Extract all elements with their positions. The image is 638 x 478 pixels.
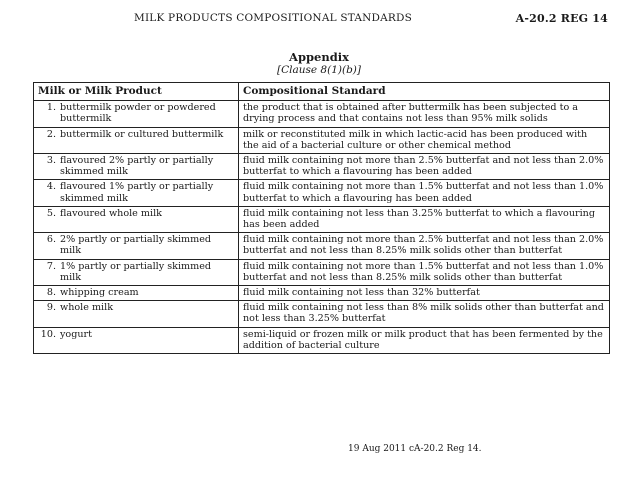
row-number: 9. (46, 302, 56, 314)
table-row (34, 206, 610, 232)
standard-cell: milk or reconstituted milk in which lactic-acid has been produced with the aid of a bacterial culture or other chemical method (239, 127, 610, 153)
standard-cell: fluid milk containing not more than 2.5% butterfat and not less than 2.0% butterfat to which a flavouring has been added (239, 154, 610, 180)
row-number: 4. (46, 181, 56, 193)
column-header-product: Milk or Milk Product (34, 83, 239, 101)
table-header-row (34, 83, 610, 101)
column-header-standard: Compositional Standard (239, 83, 610, 101)
row-number: 1. (46, 102, 56, 114)
row-number: 2. (46, 128, 56, 140)
product-name: 2% partly or partially skimmed milk (60, 234, 212, 257)
product-name: 1% partly or partially skimmed milk (60, 260, 212, 283)
table-row (34, 286, 610, 301)
product-name: flavoured whole milk (60, 207, 162, 219)
table-row (34, 327, 610, 353)
standard-cell: semi-liquid or frozen milk or milk product that has been fermented by the addition of bacterial culture (239, 327, 610, 353)
product-name: flavoured 1% partly or partially skimmed milk (60, 181, 214, 204)
product-name: buttermilk or cultured buttermilk (60, 128, 224, 140)
table-row (34, 301, 610, 327)
product-cell (34, 206, 239, 232)
table-row (34, 259, 610, 285)
row-number: 7. (46, 260, 56, 272)
table-row (34, 101, 610, 127)
appendix-clause: [Clause 8(1)(b)] (276, 64, 361, 76)
product-cell (34, 259, 239, 285)
standard-cell: fluid milk containing not more than 2.5% butterfat and not less than 2.0% butterfat and not less than 8.25% milk solids other than butterfat (239, 233, 610, 259)
table-row (34, 154, 610, 180)
row-number: 6. (46, 234, 56, 246)
document-title: MILK PRODUCTS COMPOSITIONAL STANDARDS (134, 12, 413, 24)
product-name: whole milk (60, 302, 114, 314)
product-cell (34, 127, 239, 153)
regulation-reference: A-20.2 REG 14 (515, 12, 608, 25)
product-cell (34, 327, 239, 353)
product-cell (34, 301, 239, 327)
product-cell (34, 233, 239, 259)
appendix-title: Appendix (289, 50, 349, 64)
footer-citation: 19 Aug 2011 cA-20.2 Reg 14. (348, 444, 482, 454)
table-row (34, 180, 610, 206)
product-name: buttermilk powder or powdered buttermilk (60, 102, 216, 125)
standard-cell: the product that is obtained after buttermilk has been subjected to a drying process and that contains not less than 95% milk solids (239, 101, 610, 127)
table-row (34, 233, 610, 259)
row-number: 10. (40, 328, 56, 340)
product-name: yogurt (60, 328, 92, 340)
standard-cell: fluid milk containing not less than 32% butterfat (239, 286, 610, 301)
product-cell (34, 286, 239, 301)
page-header (134, 12, 614, 28)
product-name: whipping cream (60, 287, 139, 299)
row-number: 8. (46, 287, 56, 299)
row-number: 5. (46, 207, 56, 219)
product-cell (34, 180, 239, 206)
row-number: 3. (46, 155, 56, 167)
standard-cell: fluid milk containing not less than 8% milk solids other than butterfat and not less than 3.25% butterfat (239, 301, 610, 327)
table-row (34, 127, 610, 153)
product-cell (34, 154, 239, 180)
standards-table (33, 82, 610, 354)
standard-cell: fluid milk containing not less than 3.25% butterfat to which a flavouring has been added (239, 206, 610, 232)
product-name: flavoured 2% partly or partially skimmed milk (60, 155, 214, 178)
product-cell (34, 101, 239, 127)
standard-cell: fluid milk containing not more than 1.5% butterfat and not less than 1.0% butterfat to which a flavouring has been added (239, 180, 610, 206)
standard-cell: fluid milk containing not more than 1.5% butterfat and not less than 1.0% butterfat and not less than 8.25% milk solids other than butterfat (239, 259, 610, 285)
